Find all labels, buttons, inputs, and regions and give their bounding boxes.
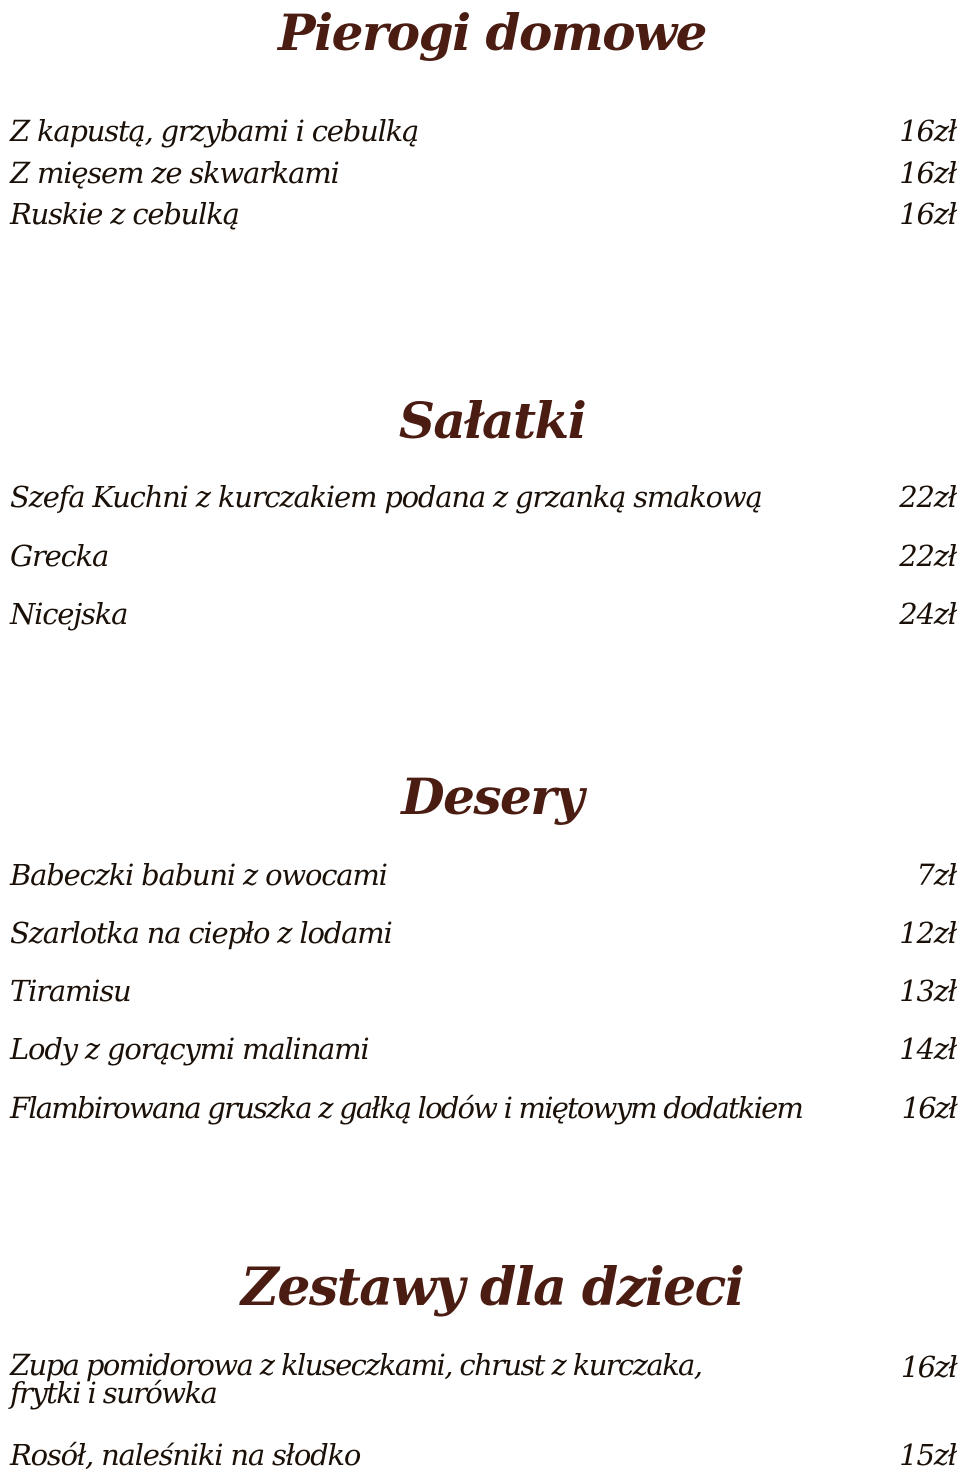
menu-item xyxy=(10,199,956,229)
menu-item-name: Szefa Kuchni z kurczakiem podana z grzanką smakową xyxy=(10,480,762,514)
menu-item xyxy=(10,541,956,571)
menu-item-price: 16zł xyxy=(899,114,956,148)
menu-item-price: 16zł xyxy=(900,1350,956,1384)
menu-item-price: 16zł xyxy=(899,156,956,190)
menu-item-name: Z mięsem ze skwarkami xyxy=(10,156,339,190)
menu-item-name: Rosół, naleśniki na słodko xyxy=(10,1438,361,1472)
menu-item-price: 16zł xyxy=(901,1091,956,1125)
menu-item xyxy=(10,860,956,890)
menu-item-name: Flambirowana gruszka z gałką lodów i miętowym dodatkiem xyxy=(10,1091,803,1125)
menu-item xyxy=(10,1034,956,1064)
menu-item-price: 24zł xyxy=(899,597,956,631)
menu-item-name: Szarlotka na ciepło z lodami xyxy=(10,916,392,950)
menu-item-price: 13zł xyxy=(899,974,956,1008)
menu-item-price: 22zł xyxy=(899,480,956,514)
section-title-desery: Desery xyxy=(401,767,583,826)
menu-item xyxy=(10,1348,956,1410)
menu-item-name: Grecka xyxy=(10,539,109,573)
menu-item-name: Tiramisu xyxy=(10,974,131,1008)
menu-item-name: Nicejska xyxy=(10,597,128,631)
menu-item-name: Zupa pomidorowa z kluseczkami, chrust z kurczaka, frytki i surówka xyxy=(10,1348,702,1410)
menu-item-price: 22zł xyxy=(899,539,956,573)
menu-item xyxy=(10,1093,956,1123)
menu-item-price: 7zł xyxy=(916,858,956,892)
menu-item-name: Z kapustą, grzybami i cebulką xyxy=(10,114,419,148)
menu-item-name: Babeczki babuni z owocami xyxy=(10,858,387,892)
menu-item-price: 15zł xyxy=(899,1438,956,1472)
menu-item xyxy=(10,918,956,948)
menu-item-name: Ruskie z cebulką xyxy=(10,197,239,231)
menu-item xyxy=(10,482,956,512)
menu-item xyxy=(10,976,956,1006)
section-title-salatki: Sałatki xyxy=(398,391,586,450)
menu-item xyxy=(10,1440,956,1470)
menu-item-price: 16zł xyxy=(899,197,956,231)
section-title-pierogi: Pierogi domowe xyxy=(278,3,706,62)
menu-item xyxy=(10,158,956,188)
menu-item-price: 14zł xyxy=(899,1032,956,1066)
menu-item xyxy=(10,599,956,629)
menu-item-price: 12zł xyxy=(899,916,956,950)
menu-item-name: Lody z gorącymi malinami xyxy=(10,1032,369,1066)
menu-item xyxy=(10,116,956,146)
section-title-zestawy: Zestawy dla dzieci xyxy=(240,1257,744,1318)
